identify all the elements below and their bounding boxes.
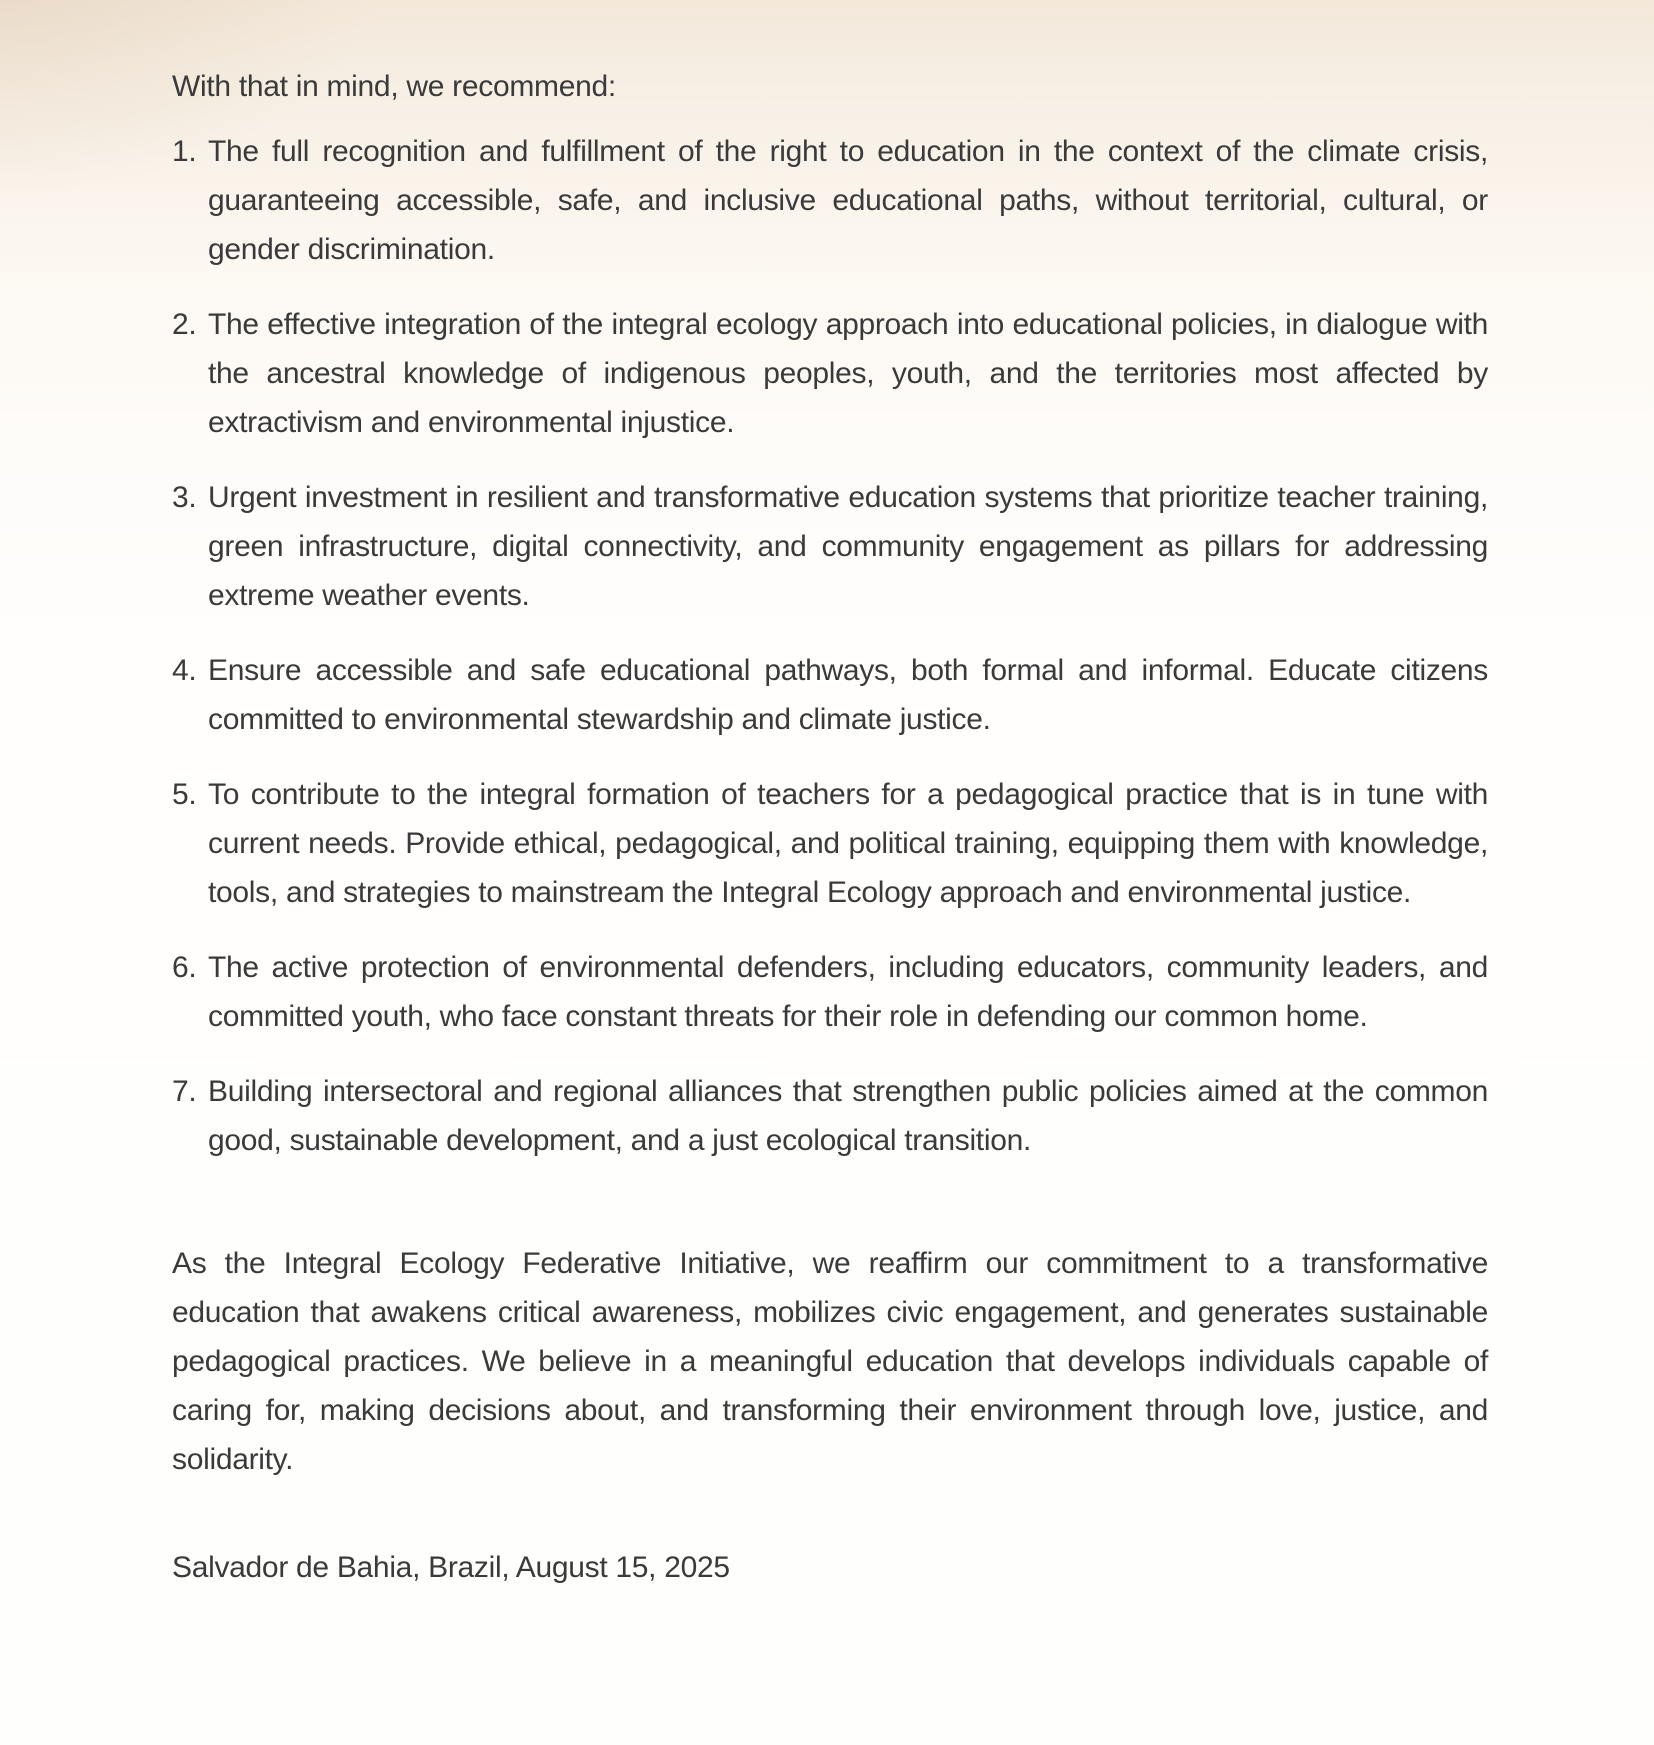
item-text: Building intersectoral and regional alliances that strengthen public policies aimed at the common good, sustainable development, and a just ecological transition. bbox=[208, 1075, 1488, 1157]
item-number: 5. bbox=[172, 778, 197, 811]
recommendations-list bbox=[172, 127, 1488, 1165]
recommendation-item bbox=[172, 646, 1488, 744]
item-number: 4. bbox=[172, 654, 197, 687]
item-text: Ensure accessible and safe educational pathways, both formal and informal. Educate citizens committed to environmental stewardship and climate justice. bbox=[208, 654, 1488, 736]
item-text: The full recognition and fulfillment of the right to education in the context of the climate crisis, guaranteeing accessible, safe, and inclusive educational paths, without territorial, cultural, or gender discrimination. bbox=[208, 135, 1488, 266]
recommendation-item bbox=[172, 300, 1488, 447]
recommendation-item bbox=[172, 770, 1488, 917]
item-number: 3. bbox=[172, 481, 197, 514]
item-number: 6. bbox=[172, 951, 197, 984]
recommendation-item bbox=[172, 473, 1488, 620]
intro-text: With that in mind, we recommend: bbox=[172, 70, 616, 103]
item-number: 1. bbox=[172, 135, 197, 168]
item-text: To contribute to the integral formation of teachers for a pedagogical practice that is in tune with current needs. Provide ethical, pedagogical, and political training, equipping them with knowledge, tools, and strategies to mainstream the Integral Ecology approach and environmental justice. bbox=[208, 778, 1488, 909]
item-number: 2. bbox=[172, 308, 197, 341]
recommendation-item bbox=[172, 127, 1488, 274]
recommendation-item bbox=[172, 1067, 1488, 1165]
recommendation-item bbox=[172, 943, 1488, 1041]
item-text: The effective integration of the integral ecology approach into educational policies, in dialogue with the ancestral knowledge of indigenous peoples, youth, and the territories most affected by extractivism and environmental injustice. bbox=[208, 308, 1488, 439]
item-text: Urgent investment in resilient and transformative education systems that prioritize teacher training, green infrastructure, digital connectivity, and community engagement as pillars for addressing extreme weather events. bbox=[208, 481, 1488, 612]
dateline: Salvador de Bahia, Brazil, August 15, 2025 bbox=[172, 1551, 730, 1584]
item-number: 7. bbox=[172, 1075, 197, 1108]
item-text: The active protection of environmental defenders, including educators, community leaders, and committed youth, who face constant threats for their role in defending our common home. bbox=[208, 951, 1488, 1033]
closing-paragraph: As the Integral Ecology Federative Initiative, we reaffirm our commitment to a transformative education that awakens critical awareness, mobilizes civic engagement, and generates sustainable pedagogical practices. We believe in a meaningful education that develops individuals capable of caring for, making decisions about, and transforming their environment through love, justice, and solidarity. bbox=[172, 1247, 1488, 1476]
